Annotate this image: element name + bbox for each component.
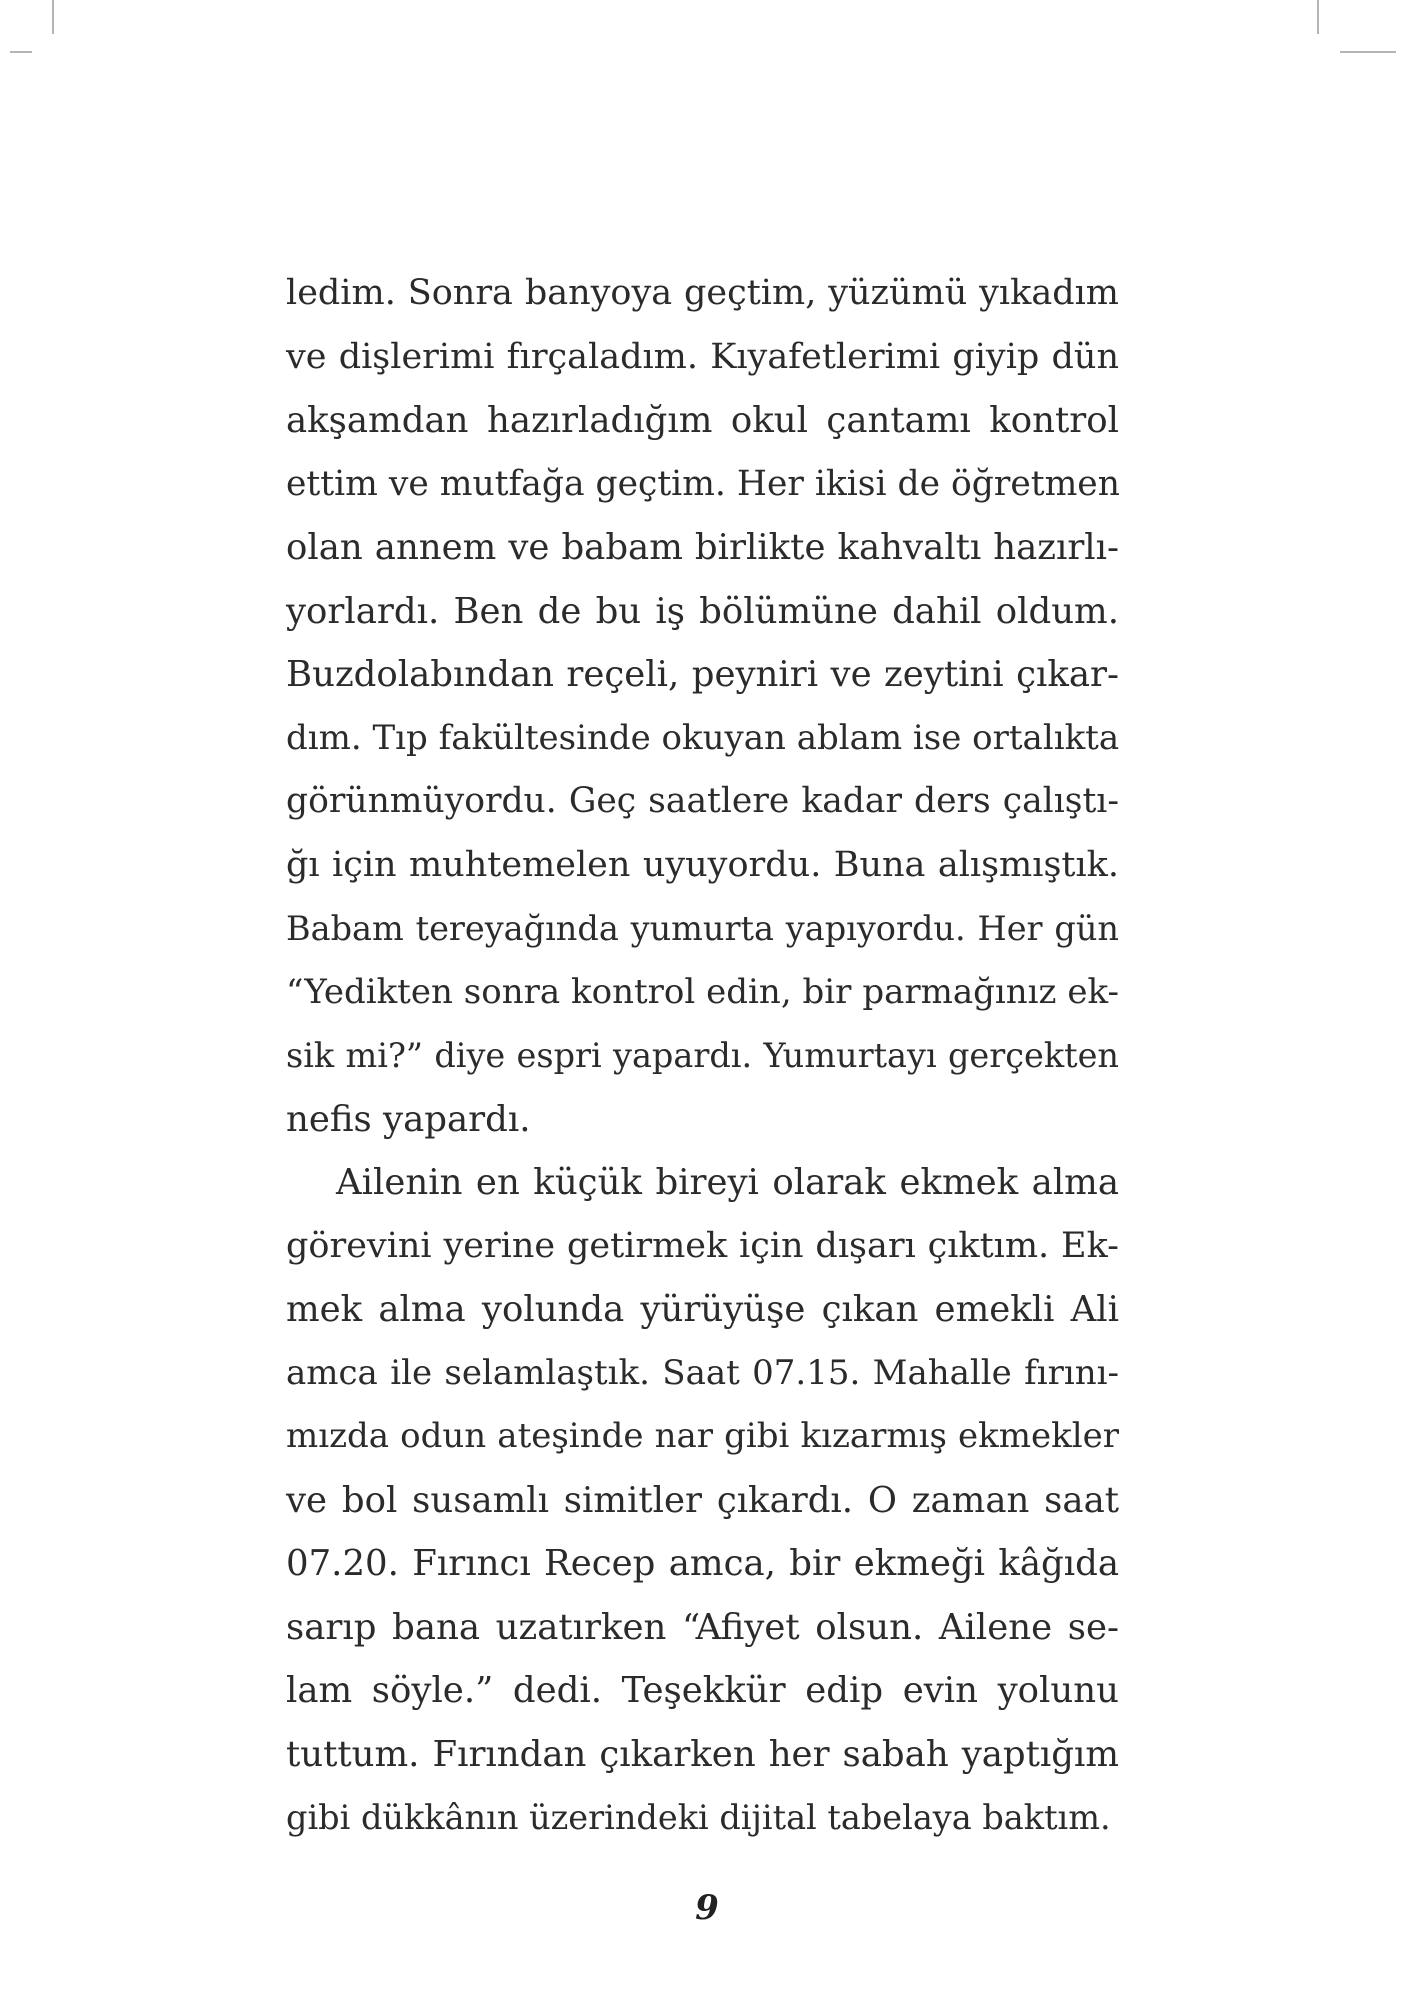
text-line: ve dişlerimi fırçaladım. Kıyafetlerimi giyip dün (286, 336, 1119, 377)
text-line: görünmüyordu. Geç saatlere kadar ders çalıştı- (286, 781, 1119, 821)
text-line: akşamdan hazırladığım okul çantamı kontrol (286, 400, 1119, 441)
crop-mark-top-right-vertical (1317, 0, 1319, 34)
crop-mark-top-left-horizontal (10, 51, 32, 53)
text-line: olan annem ve babam birlikte kahvaltı hazırlı- (286, 527, 1119, 568)
text-line: nefis yapardı. (286, 1098, 531, 1140)
page-number: 9 (695, 1888, 719, 1928)
text-line: sarıp bana uzatırken “Afiyet olsun. Ailene se- (286, 1606, 1119, 1648)
text-line: “Yedikten sonra kontrol edin, bir parmağınız ek- (286, 971, 1119, 1012)
text-line: görevini yerine getirmek için dışarı çıktım. Ek- (286, 1225, 1119, 1266)
text-line: ledim. Sonra banyoya geçtim, yüzümü yıkadım (286, 273, 1119, 313)
crop-mark-top-right-horizontal (1340, 51, 1396, 53)
text-line: ve bol susamlı simitler çıkardı. O zaman saat (286, 1479, 1119, 1521)
text-line: ettim ve mutfağa geçtim. Her ikisi de öğretmen (286, 463, 1120, 504)
paragraph (286, 262, 1119, 1151)
text-line: 07.20. Fırıncı Recep amca, bir ekmeği kâğıda (286, 1543, 1119, 1584)
paragraph (286, 1151, 1119, 1850)
body-text (286, 262, 1119, 1850)
text-line: sik mi?” diye espri yapardı. Yumurtayı gerçekten (286, 1036, 1119, 1075)
text-line: lam söyle.” dedi. Teşekkür edip evin yolunu (286, 1670, 1119, 1711)
text-line: amca ile selamlaştık. Saat 07.15. Mahalle fırını- (286, 1352, 1119, 1393)
text-line: mek alma yolunda yürüyüşe çıkan emekli Ali (286, 1289, 1119, 1330)
crop-mark-top-left-vertical (52, 0, 54, 34)
text-line: tuttum. Fırından çıkarken her sabah yaptığım (286, 1733, 1119, 1775)
text-line: ğı için muhtemelen uyuyordu. Buna alışmıştık. (286, 844, 1119, 885)
text-line: Babam tereyağında yumurta yapıyordu. Her gün (286, 909, 1119, 948)
text-line: Buzdolabından reçeli, peyniri ve zeytini çıkar- (286, 654, 1119, 695)
text-line: Ailenin en küçük bireyi olarak ekmek alma (336, 1162, 1119, 1203)
text-line: yorlardı. Ben de bu iş bölümüne dahil oldum. (286, 590, 1119, 632)
text-line: gibi dükkânın üzerindeki dijital tabelaya baktım. (286, 1798, 1111, 1837)
text-line: mızda odun ateşinde nar gibi kızarmış ekmekler (286, 1416, 1119, 1456)
text-line: dım. Tıp fakültesinde okuyan ablam ise ortalıkta (286, 717, 1120, 758)
